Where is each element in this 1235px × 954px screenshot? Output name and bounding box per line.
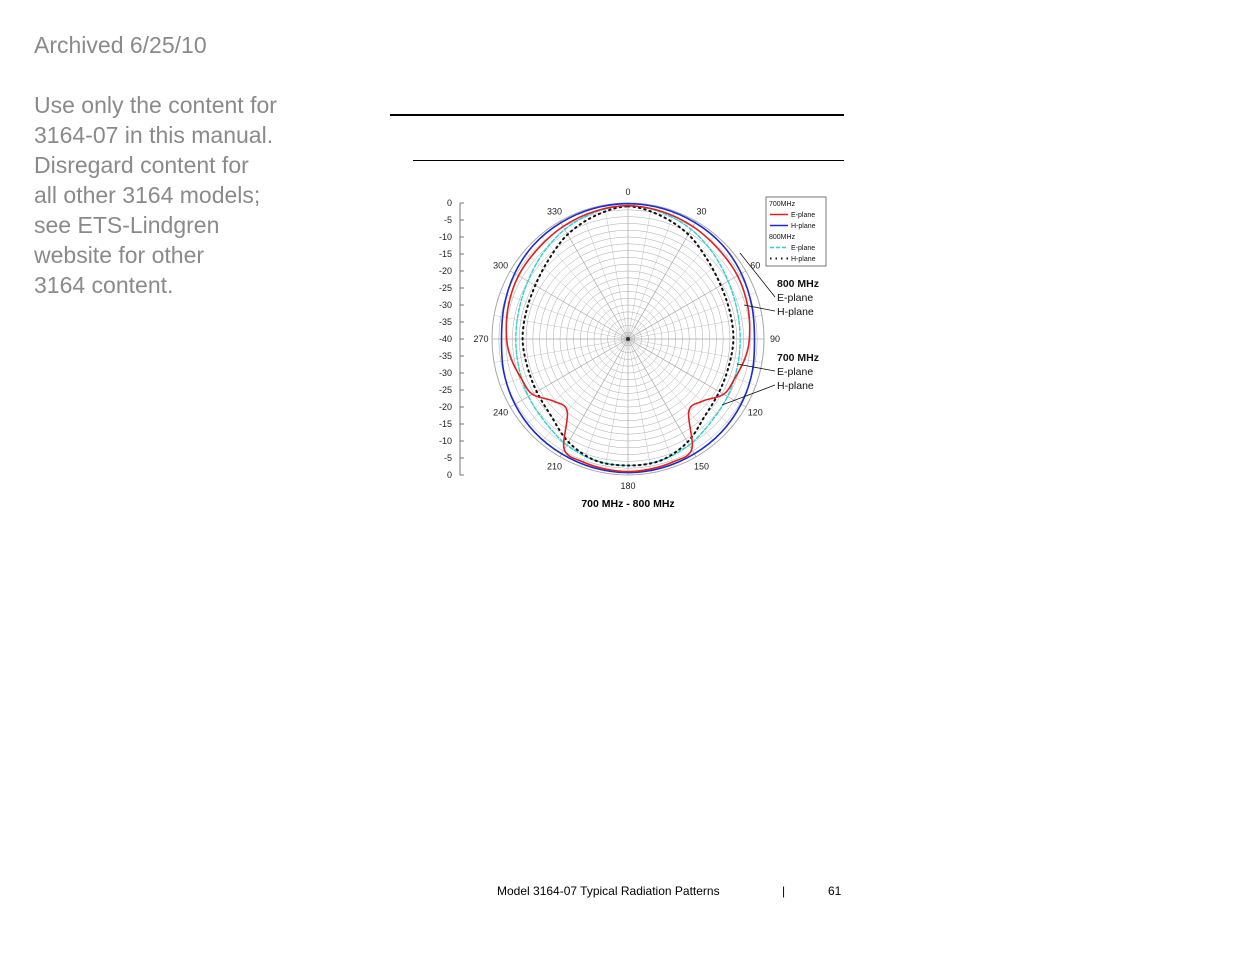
angle-label: 270 <box>473 334 489 344</box>
angle-label: 240 <box>493 407 509 418</box>
radial-tick-label: -25 <box>438 283 452 293</box>
archive-date: Archived 6/25/10 <box>34 32 207 58</box>
angle-label: 300 <box>493 260 509 271</box>
angle-label: 90 <box>769 334 781 344</box>
annotation-leader <box>737 364 775 371</box>
radial-tick-label: -40 <box>438 334 452 344</box>
angle-label: 210 <box>546 461 563 472</box>
legend <box>766 197 826 266</box>
annotation-line: H-plane <box>777 380 814 392</box>
legend-group-label: 700MHz <box>769 201 796 208</box>
angle-label: 0 <box>625 187 631 197</box>
radial-tick-label: -5 <box>443 453 452 463</box>
archive-note-line-1: Use only the content for <box>34 92 277 118</box>
grid-spoke <box>628 252 732 339</box>
archive-note-spacer <box>34 60 334 90</box>
annotation-line: E-plane <box>777 366 814 378</box>
grid-spoke <box>560 221 628 339</box>
radial-tick-label: -10 <box>438 436 452 446</box>
archive-note <box>34 30 334 300</box>
radial-tick-label: -35 <box>438 317 452 327</box>
radial-tick-label: -10 <box>438 232 452 242</box>
angle-label: 150 <box>693 461 710 472</box>
legend-group-label: 800MHz <box>769 234 796 241</box>
radial-tick-label: -25 <box>438 385 452 395</box>
radial-tick-label: -5 <box>443 215 452 225</box>
center-point <box>626 337 630 341</box>
angle-label: 120 <box>747 407 763 418</box>
annotation-heading: 700 MHz <box>777 352 820 364</box>
grid-spoke <box>628 339 746 407</box>
radial-tick-label: -15 <box>438 249 452 259</box>
subheader-rule <box>413 160 844 161</box>
grid-spoke <box>524 252 628 339</box>
footer-separator: | <box>782 884 786 898</box>
radiation-pattern-chart <box>430 175 850 515</box>
archive-note-line-2: 3164-07 in this manual. <box>34 122 274 148</box>
annotation-line: E-plane <box>777 292 814 304</box>
radial-tick-label: -35 <box>438 351 452 361</box>
radial-axis <box>439 198 464 480</box>
chart-title: 700 MHz - 800 MHz <box>581 498 675 510</box>
header-rule <box>390 114 844 116</box>
legend-entry-label: E-plane <box>791 245 816 252</box>
archive-note-line-4: all other 3164 models; <box>34 182 261 208</box>
radial-tick-label: -20 <box>438 266 452 276</box>
radial-tick-label: -30 <box>438 300 452 310</box>
legend-entry-label: H-plane <box>791 256 816 263</box>
angle-label: 60 <box>750 260 761 271</box>
radial-tick-label: 0 <box>446 470 452 480</box>
archive-note-line-5: see ETS-Lindgren <box>34 212 220 238</box>
radial-tick-label: -15 <box>438 419 452 429</box>
annotation-line: H-plane <box>777 306 814 318</box>
radial-tick-label: -20 <box>438 402 452 412</box>
legend-entry-label: H-plane <box>791 223 816 230</box>
grid-spoke <box>541 339 628 443</box>
angle-label: 330 <box>546 206 563 217</box>
archive-note-line-6: website for other <box>34 242 205 268</box>
page-number: 61 <box>828 884 842 898</box>
footer-title: Model 3164-07 Typical Radiation Patterns <box>497 884 720 898</box>
grid-spoke <box>628 339 715 443</box>
annotation-heading: 800 MHz <box>777 278 820 290</box>
angle-label: 30 <box>696 206 707 217</box>
archive-note-line-7: 3164 content. <box>34 272 174 298</box>
angle-label: 180 <box>620 481 636 491</box>
legend-entry-label: E-plane <box>791 212 816 219</box>
grid-spoke <box>560 339 628 457</box>
grid-spoke <box>628 339 696 457</box>
radial-tick-label: 0 <box>446 198 452 208</box>
radial-tick-label: -30 <box>438 368 452 378</box>
grid-spoke <box>628 221 696 339</box>
archive-note-line-3: Disregard content for <box>34 152 249 178</box>
